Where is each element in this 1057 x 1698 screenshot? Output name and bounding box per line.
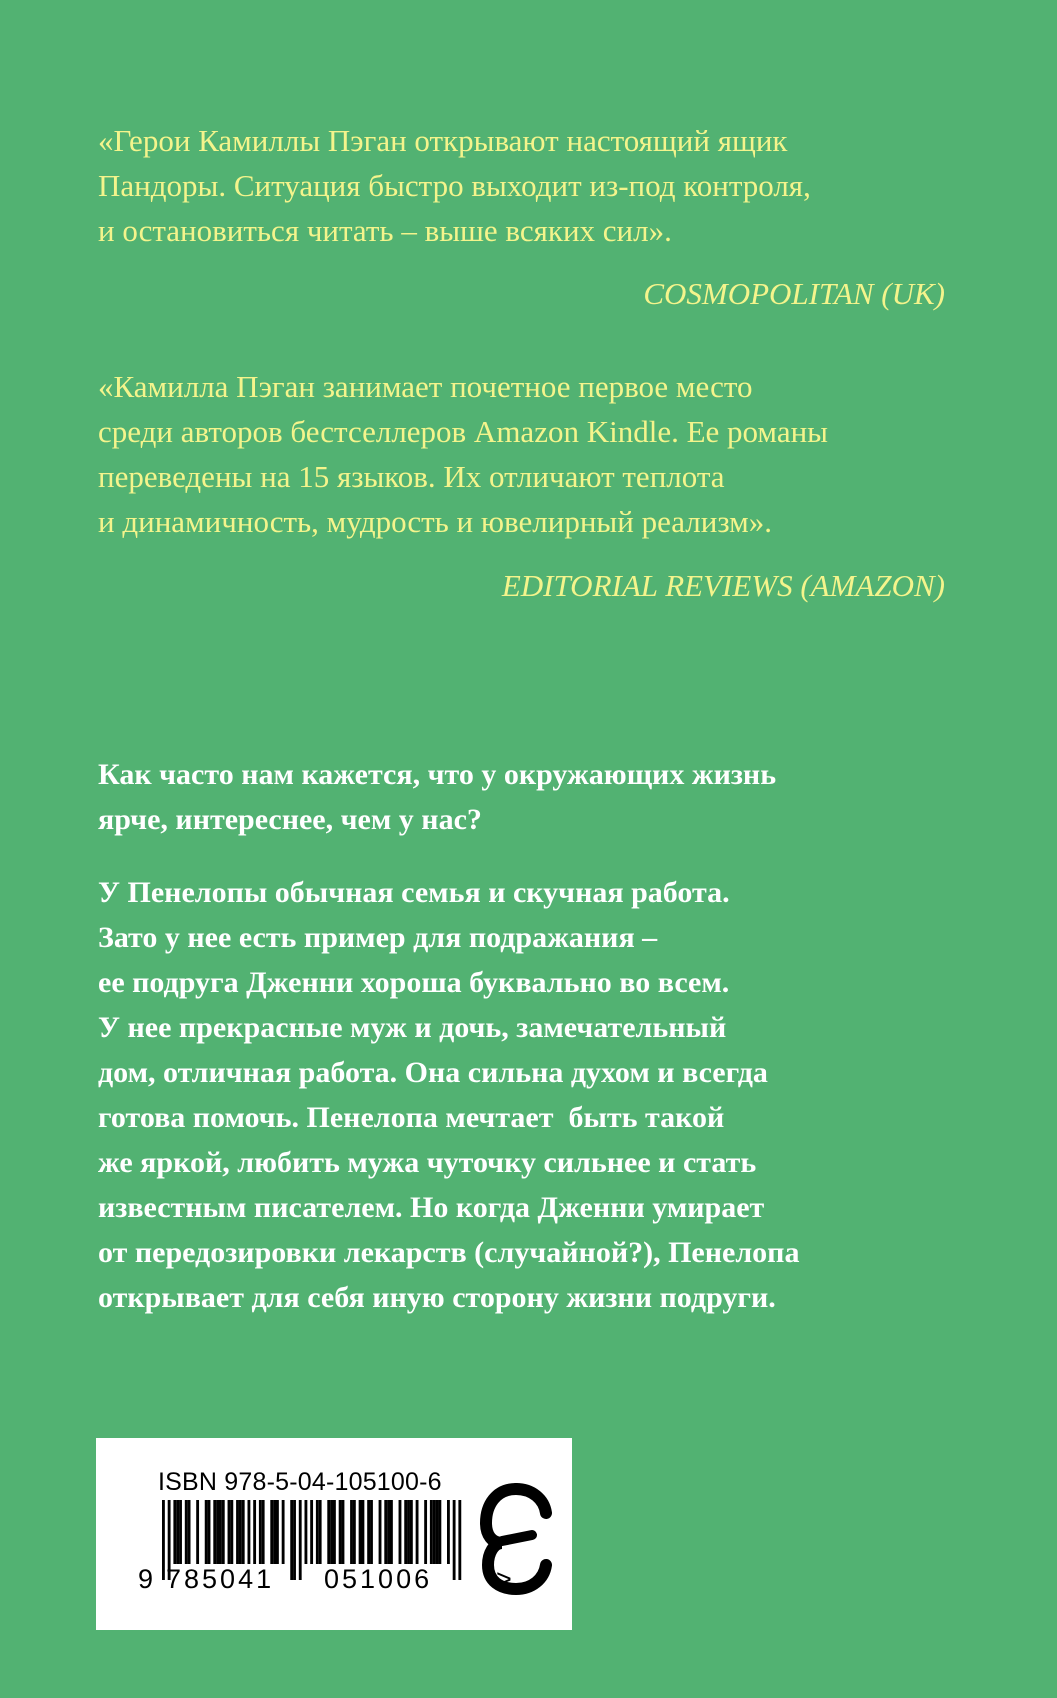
barcode-digit-first: 9	[138, 1564, 157, 1594]
blurb-line: У Пенелопы обычная семья и скучная работа.	[98, 876, 730, 909]
review-quote-2-line: переведены на 15 языков. Их отличают теплота	[98, 459, 725, 494]
barcode-bar	[359, 1500, 362, 1564]
barcode-bar	[362, 1500, 365, 1564]
barcode-bar	[430, 1500, 433, 1564]
barcode-bar	[228, 1500, 231, 1564]
barcode-bar	[438, 1500, 441, 1564]
barcode-bar	[213, 1500, 216, 1564]
blurb-line: же яркой, любить мужа чуточку сильнее и стать	[98, 1146, 757, 1179]
blurb-line: известным писателем. Но когда Дженни умирает	[98, 1191, 765, 1224]
barcode-bar	[162, 1500, 165, 1580]
barcode-bar	[333, 1500, 336, 1564]
review-quote-2-line: среди авторов бестселлеров Amazon Kindle. Ее романы	[98, 414, 829, 449]
review-quote-1-line: и остановиться читать – выше всяких сил».	[98, 213, 672, 248]
barcode-bar	[253, 1500, 256, 1564]
barcode-bar	[399, 1500, 402, 1564]
review-source-1: COSMOPOLITAN (UK)	[643, 276, 945, 311]
barcode-bar	[390, 1500, 393, 1564]
barcode-bar	[330, 1500, 333, 1564]
review-quote-1	[98, 118, 958, 253]
barcode-digits-right: 051006	[324, 1564, 433, 1594]
barcode-bar	[433, 1500, 436, 1564]
review-source-2: EDITORIAL REVIEWS (AMAZON)	[501, 568, 945, 603]
barcode-bar	[176, 1500, 179, 1564]
blurb-line: ее подруга Дженни хороша буквально во всем.	[98, 966, 730, 999]
barcode-quiet-zone-arrow: >	[496, 1564, 512, 1594]
barcode-bar	[407, 1500, 410, 1564]
barcode-bar	[339, 1500, 342, 1564]
blurb-line: У нее прекрасные муж и дочь, замечательный	[98, 1011, 727, 1044]
barcode-bar	[173, 1500, 176, 1564]
review-quote-1-line: «Герои Камиллы Пэган открывают настоящий ящик	[98, 123, 788, 158]
eksmo-logo-icon	[480, 1483, 552, 1595]
blurb-body	[98, 870, 998, 1320]
blurb-line: открывает для себя иную сторону жизни подруги.	[98, 1281, 776, 1314]
blurb-line: дом, отличная работа. Она сильна духом и всегда	[98, 1056, 768, 1089]
barcode-bar	[453, 1500, 456, 1580]
barcode-bar	[436, 1500, 439, 1564]
barcode-bar	[185, 1500, 188, 1564]
blurb-line: от передозировки лекарств (случайной?), Пенелопа	[98, 1236, 800, 1269]
barcode-bar	[259, 1500, 262, 1564]
barcode-bar	[410, 1500, 413, 1564]
barcode-bar	[276, 1500, 279, 1564]
barcode-bar	[270, 1500, 273, 1564]
barcode-bar	[242, 1500, 245, 1564]
barcode-bar	[342, 1500, 345, 1564]
barcode-bar	[222, 1500, 225, 1564]
barcode-bar	[282, 1500, 285, 1564]
barcode-bar	[353, 1500, 356, 1564]
barcode-bar	[416, 1500, 419, 1564]
barcode-bar	[387, 1500, 390, 1564]
barcode-bar	[379, 1500, 382, 1564]
barcode-bar	[447, 1500, 450, 1564]
blurb-line: Зато у нее есть пример для подражания –	[98, 921, 658, 954]
barcode-bar	[458, 1500, 461, 1580]
barcode-bar	[290, 1500, 293, 1580]
barcode-bar	[205, 1500, 208, 1564]
barcode-bar	[179, 1500, 182, 1564]
review-quote-2	[98, 364, 958, 544]
barcode-bar	[248, 1500, 251, 1564]
barcode-bar	[216, 1500, 219, 1564]
barcode-bar	[219, 1500, 222, 1564]
barcode-bar	[230, 1500, 233, 1564]
review-quote-1-line: Пандоры. Ситуация быстро выходит из-под контроля,	[98, 168, 811, 203]
blurb-intro	[98, 752, 998, 842]
barcode-bar	[316, 1500, 319, 1564]
barcode-bar	[299, 1500, 302, 1580]
barcode-bar	[319, 1500, 322, 1564]
barcode-bar	[310, 1500, 313, 1564]
barcode-bar	[424, 1500, 427, 1564]
blurb-line: готова помочь. Пенелопа мечтает быть такой	[98, 1101, 725, 1134]
isbn-label: ISBN 978-5-04-105100-6	[158, 1468, 442, 1496]
barcode-bar	[208, 1500, 211, 1564]
barcode-bar	[384, 1500, 387, 1564]
barcode-bar	[370, 1500, 373, 1564]
barcode-bar	[273, 1500, 276, 1564]
blurb-line: Как часто нам кажется, что у окружающих жизнь	[98, 758, 777, 791]
blurb-line: ярче, интереснее, чем у нас?	[98, 803, 482, 836]
barcode-bar	[236, 1500, 239, 1564]
barcode-bar	[350, 1500, 353, 1564]
review-quote-2-line: «Камилла Пэган занимает почетное первое место	[98, 369, 753, 404]
barcode-bar	[367, 1500, 370, 1564]
barcode-bar	[196, 1500, 199, 1564]
barcode-bar	[239, 1500, 242, 1564]
barcode-bar	[305, 1500, 308, 1564]
barcode-digits-left: 785041	[166, 1564, 275, 1594]
review-quote-2-line: и динамичность, мудрость и ювелирный реализм».	[98, 504, 772, 539]
barcode-bar	[327, 1500, 330, 1564]
barcode-bar	[188, 1500, 191, 1564]
barcode-bar	[404, 1500, 407, 1564]
barcode-panel	[96, 1438, 572, 1630]
barcode-bar	[293, 1500, 296, 1580]
barcode-bar	[262, 1500, 265, 1564]
